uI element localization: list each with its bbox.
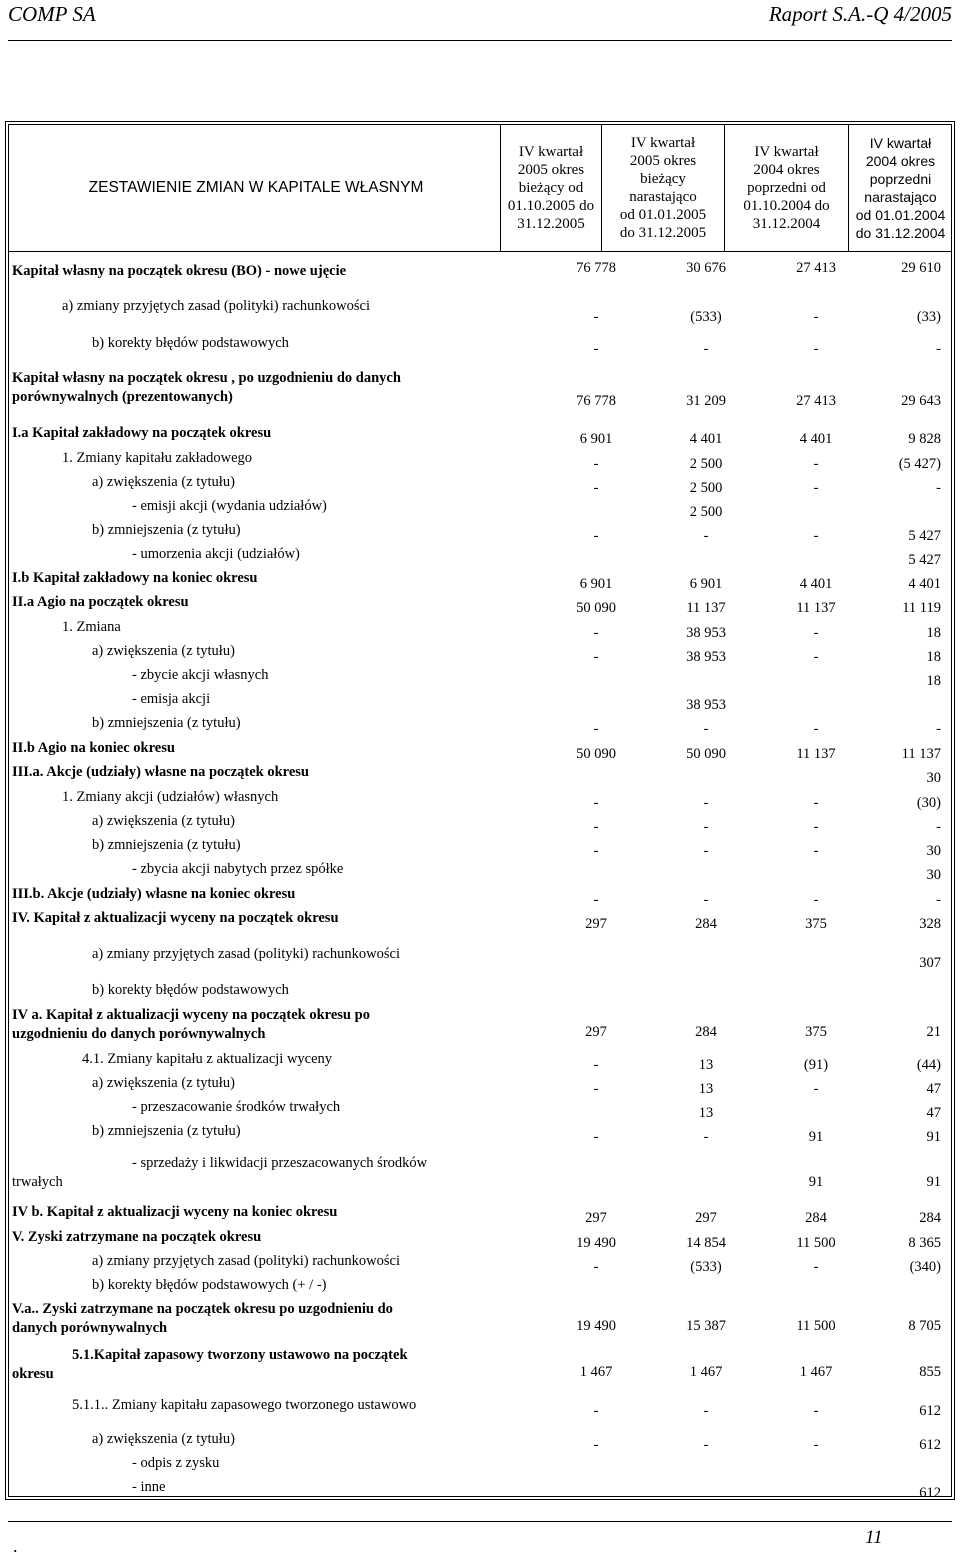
table-row (12, 260, 952, 283)
value-q4-2005: - (593, 480, 599, 496)
table-row (12, 1099, 952, 1119)
value-2005-cumulative: 2 500 (689, 480, 723, 496)
value-2004-cumulative: 307 (919, 955, 941, 971)
value-2005-cumulative: (533) (690, 309, 722, 325)
table-row (12, 667, 952, 687)
value-q4-2005: 297 (585, 916, 607, 932)
value-q4-2005: - (593, 1081, 599, 1097)
row-label: a) zmiany przyjętych zasad (polityki) rachunkowości (92, 946, 401, 962)
value-2005-cumulative: 38 953 (686, 625, 726, 641)
row-label: II.a Agio na początek okresu (12, 594, 189, 610)
value-q4-2004: - (813, 1437, 819, 1453)
value-q4-2005: 6 901 (579, 576, 613, 592)
table-row (12, 740, 952, 760)
table-row (12, 910, 952, 930)
value-2004-cumulative: 8 365 (908, 1235, 941, 1251)
value-2004-cumulative: 47 (926, 1081, 941, 1097)
row-label: IV. Kapitał z aktualizacji wyceny na początek okresu (12, 910, 339, 926)
value-2005-cumulative: 38 953 (686, 649, 726, 665)
value-2005-cumulative: - (703, 892, 709, 908)
value-q4-2004: 11 500 (796, 1235, 836, 1251)
row-label: V.a.. Zyski zatrzymane na początek okresu po uzgodnieniu do (12, 1301, 393, 1317)
footer-mark: . (13, 1536, 18, 1556)
value-q4-2005: - (593, 649, 599, 665)
value-q4-2004: - (813, 1081, 819, 1097)
value-2005-cumulative: 31 209 (686, 393, 726, 409)
value-q4-2005: - (593, 721, 599, 737)
value-q4-2005: 6 901 (579, 431, 613, 447)
row-label: 4.1. Zmiany kapitału z aktualizacji wyceny (82, 1051, 333, 1067)
table-row (12, 1229, 952, 1249)
value-2004-cumulative: 18 (926, 625, 941, 641)
column-header-2004-cumulative: IV kwartał 2004 okres poprzedni narastająco od 01.01.2004 do 31.12.2004 (848, 124, 952, 251)
value-2004-cumulative: 9 828 (908, 431, 941, 447)
table-row (12, 522, 952, 542)
row-label: b) korekty błędów podstawowych (92, 982, 289, 998)
value-q4-2004: - (813, 309, 819, 325)
row-label: - emisja akcji (132, 691, 211, 707)
row-label: b) korekty błędów podstawowych (+ / -) (92, 1277, 327, 1293)
value-2004-cumulative: 29 643 (901, 393, 941, 409)
value-2005-cumulative: - (703, 1129, 709, 1145)
row-label: a) zwiększenia (z tytułu) (92, 813, 235, 829)
table-row (12, 1123, 952, 1143)
row-label: I.b Kapitał zakładowy na koniec okresu (12, 570, 258, 586)
row-label: a) zmiany przyjętych zasad (polityki) rachunkowości (92, 1253, 401, 1269)
table-row (12, 1075, 952, 1095)
value-2004-cumulative: 30 (926, 770, 941, 786)
table-row (12, 1431, 952, 1451)
value-2005-cumulative: 1 467 (689, 1364, 723, 1380)
value-2005-cumulative: - (703, 721, 709, 737)
row-label: a) zmiany przyjętych zasad (polityki) rachunkowości (62, 298, 371, 314)
value-q4-2005: 76 778 (576, 393, 616, 409)
table-row (12, 691, 952, 711)
value-q4-2004: 11 137 (796, 600, 836, 616)
row-label: IV a. Kapitał z aktualizacji wyceny na początek okresu po (12, 1007, 370, 1023)
value-2005-cumulative: - (703, 1437, 709, 1453)
value-q4-2005: 1 467 (579, 1364, 613, 1380)
value-q4-2005: 76 778 (576, 260, 616, 276)
row-label: V. Zyski zatrzymane na początek okresu (12, 1229, 262, 1245)
table-row (12, 1051, 952, 1071)
value-2004-cumulative: 4 401 (908, 576, 941, 592)
value-2004-cumulative: 855 (919, 1364, 941, 1380)
value-2004-cumulative: 21 (926, 1024, 941, 1040)
row-label: a) zwiększenia (z tytułu) (92, 643, 235, 659)
row-label: - emisji akcji (wydania udziałów) (132, 498, 327, 514)
value-2005-cumulative: 13 (698, 1081, 714, 1097)
table-row (12, 546, 952, 566)
value-2004-cumulative: (30) (916, 795, 941, 811)
table-title: ZESTAWIENIE ZMIAN W KAPITALE WŁASNYM (88, 178, 424, 196)
value-q4-2004: - (813, 721, 819, 737)
table-row (12, 837, 952, 857)
value-2004-cumulative: 30 (926, 867, 941, 883)
value-2004-cumulative: - (936, 892, 941, 908)
value-2005-cumulative: - (703, 1403, 709, 1419)
value-q4-2004: 27 413 (796, 393, 836, 409)
value-2004-cumulative: 91 (926, 1129, 941, 1145)
value-2005-cumulative: 284 (695, 916, 717, 932)
value-2005-cumulative: 2 500 (689, 456, 723, 472)
value-q4-2004: 91 (808, 1129, 824, 1145)
table-row (12, 946, 952, 971)
value-q4-2004: - (813, 341, 819, 357)
header-rule (8, 40, 952, 41)
column-header-q4-2004: IV kwartał 2004 okres poprzedni od 01.10.2004 do 31.12.2004 (724, 124, 848, 251)
value-q4-2005: - (593, 1259, 599, 1275)
row-label: II.b Agio na koniec okresu (12, 740, 175, 756)
value-2004-cumulative: 18 (926, 649, 941, 665)
value-2004-cumulative: 91 (926, 1174, 941, 1190)
row-label: - zbycia akcji nabytych przez spółke (132, 861, 344, 877)
row-label: - zbycie akcji własnych (132, 667, 269, 683)
value-2005-cumulative: 50 090 (686, 746, 726, 762)
table-row (12, 1479, 952, 1499)
value-2005-cumulative: 15 387 (686, 1318, 726, 1334)
column-header-q4-2005: IV kwartał 2005 okres bieżący od 01.10.2005 do 31.12.2005 (500, 124, 601, 251)
value-2005-cumulative: - (703, 528, 709, 544)
value-2005-cumulative: - (703, 819, 709, 835)
value-2004-cumulative: (5 427) (898, 456, 941, 472)
value-2005-cumulative: 14 854 (686, 1235, 726, 1251)
value-2004-cumulative: 18 (926, 673, 941, 689)
row-label: Kapitał własny na początek okresu , po uzgodnieniu do danych (12, 370, 401, 386)
table-row (12, 1155, 952, 1190)
value-2005-cumulative: 284 (695, 1024, 717, 1040)
value-q4-2004: - (813, 649, 819, 665)
value-q4-2004: (91) (803, 1057, 829, 1073)
value-q4-2004: 27 413 (796, 260, 836, 276)
report-name: Raport S.A.-Q 4/2005 (768, 2, 952, 26)
value-q4-2004: - (813, 456, 819, 472)
value-2005-cumulative: 2 500 (689, 504, 723, 520)
value-q4-2004: - (813, 819, 819, 835)
value-2005-cumulative: 30 676 (686, 260, 726, 276)
page-number: 11 (865, 1527, 883, 1548)
value-q4-2004: - (813, 843, 819, 859)
value-2005-cumulative: 4 401 (689, 431, 723, 447)
table-row (12, 425, 952, 445)
value-q4-2004: 375 (805, 1024, 827, 1040)
table-row (12, 861, 952, 881)
value-2004-cumulative: (44) (916, 1057, 941, 1073)
table-row (12, 370, 952, 409)
value-2004-cumulative: (340) (909, 1259, 941, 1275)
table-row (12, 1455, 952, 1475)
table-row (12, 498, 952, 518)
table-row (12, 1204, 952, 1224)
value-q4-2004: - (813, 1259, 819, 1275)
row-label: a) zwiększenia (z tytułu) (92, 1075, 235, 1091)
value-q4-2005: - (593, 625, 599, 641)
table-row (12, 813, 952, 833)
table-row (12, 886, 952, 906)
table-row (12, 594, 952, 614)
table-row (12, 1253, 952, 1273)
table-row (12, 450, 952, 470)
value-q4-2005: 297 (585, 1210, 607, 1226)
value-q4-2005: - (593, 795, 599, 811)
value-q4-2005: 19 490 (576, 1318, 616, 1334)
value-2004-cumulative: 612 (919, 1437, 941, 1453)
table-row (12, 1277, 952, 1297)
table-row (12, 764, 952, 784)
row-label: b) zmniejszenia (z tytułu) (92, 522, 241, 538)
row-label: b) korekty błędów podstawowych (92, 335, 289, 351)
value-q4-2004: 4 401 (799, 576, 833, 592)
value-2005-cumulative: 11 137 (686, 600, 726, 616)
row-label: b) zmniejszenia (z tytułu) (92, 715, 241, 731)
value-2005-cumulative: 38 953 (686, 697, 726, 713)
value-q4-2005: - (593, 1057, 599, 1073)
row-label: 5.1.1.. Zmiany kapitału zapasowego tworzonego ustawowo (72, 1397, 417, 1413)
value-q4-2005: - (593, 341, 599, 357)
table-row (12, 1301, 952, 1336)
row-label: b) zmniejszenia (z tytułu) (92, 1123, 241, 1139)
row-label: IV b. Kapitał z aktualizacji wyceny na koniec okresu (12, 1204, 338, 1220)
value-2004-cumulative: - (936, 819, 941, 835)
value-2004-cumulative: 8 705 (908, 1318, 941, 1334)
table-row (12, 335, 952, 355)
row-label-continued: trwałych (12, 1174, 63, 1190)
row-label: b) zmniejszenia (z tytułu) (92, 837, 241, 853)
table-row (12, 474, 952, 494)
value-q4-2005: 50 090 (576, 746, 616, 762)
value-q4-2005: - (593, 819, 599, 835)
value-2005-cumulative: 297 (695, 1210, 717, 1226)
value-2004-cumulative: 5 427 (908, 552, 941, 568)
value-q4-2004: - (813, 795, 819, 811)
value-2005-cumulative: (533) (690, 1259, 722, 1275)
value-2004-cumulative: 11 137 (901, 746, 941, 762)
value-q4-2004: 11 500 (796, 1318, 836, 1334)
row-label: III.a. Akcje (udziały) własne na początek okresu (12, 764, 309, 780)
value-q4-2005: - (593, 892, 599, 908)
row-label: 5.1.Kapitał zapasowy tworzony ustawowo na początek (72, 1347, 408, 1363)
table-row (12, 789, 952, 809)
value-q4-2005: - (593, 1437, 599, 1453)
value-2005-cumulative: - (703, 341, 709, 357)
value-2004-cumulative: 328 (919, 916, 941, 932)
value-2004-cumulative: 284 (919, 1210, 941, 1226)
row-label-continued: okresu (12, 1366, 54, 1382)
value-2004-cumulative: 5 427 (908, 528, 941, 544)
table-row (12, 715, 952, 735)
row-label: - przeszacowanie środków trwałych (132, 1099, 341, 1115)
value-q4-2004: 284 (805, 1210, 827, 1226)
row-label: I.a Kapitał zakładowy na początek okresu (12, 425, 272, 441)
value-2004-cumulative: - (936, 721, 941, 737)
row-label: - odpis z zysku (132, 1455, 220, 1471)
value-q4-2005: - (593, 528, 599, 544)
value-q4-2004: - (813, 1403, 819, 1419)
value-q4-2005: 19 490 (576, 1235, 616, 1251)
value-q4-2004: - (813, 528, 819, 544)
row-label: a) zwiększenia (z tytułu) (92, 1431, 235, 1447)
row-label: - umorzenia akcji (udziałów) (132, 546, 300, 562)
company-name: COMP SA (8, 2, 96, 26)
table-row (12, 298, 952, 325)
column-header-2005-cumulative: IV kwartał 2005 okres bieżący narastająco od 01.01.2005 do 31.12.2005 (601, 124, 724, 251)
table-row (12, 643, 952, 663)
row-label: 1. Zmiany akcji (udziałów) własnych (62, 789, 279, 805)
row-label: 1. Zmiany kapitału zakładowego (62, 450, 253, 466)
table-row (12, 619, 952, 639)
value-2005-cumulative: - (703, 795, 709, 811)
value-q4-2004: 1 467 (799, 1364, 833, 1380)
header-bottom-rule (8, 251, 952, 252)
value-2004-cumulative: 47 (926, 1105, 941, 1121)
value-2004-cumulative: - (936, 480, 941, 496)
value-q4-2005: - (593, 309, 599, 325)
value-q4-2004: - (813, 892, 819, 908)
value-2004-cumulative: 612 (919, 1403, 941, 1419)
table-row (12, 1397, 952, 1417)
value-q4-2005: 297 (585, 1024, 607, 1040)
value-2004-cumulative: 29 610 (901, 260, 941, 276)
row-label-continued: uzgodnieniu do danych porównywalnych (12, 1026, 266, 1042)
value-q4-2005: - (593, 843, 599, 859)
value-q4-2005: - (593, 1403, 599, 1419)
value-q4-2004: 91 (808, 1174, 824, 1190)
value-2004-cumulative: (33) (916, 309, 941, 325)
row-label: - sprzedaży i likwidacji przeszacowanych środków (132, 1155, 428, 1171)
value-q4-2005: - (593, 1129, 599, 1145)
table-row (12, 1347, 952, 1382)
footer-rule (8, 1521, 952, 1522)
row-label: a) zwiększenia (z tytułu) (92, 474, 235, 490)
row-label: - inne (132, 1479, 166, 1495)
value-q4-2004: 375 (805, 916, 827, 932)
table-row (12, 982, 952, 1002)
value-2004-cumulative: 11 119 (902, 600, 941, 616)
value-2004-cumulative: 612 (919, 1485, 941, 1501)
value-q4-2004: - (813, 625, 819, 641)
row-label: Kapitał własny na początek okresu (BO) - nowe ujęcie (12, 263, 347, 279)
table-row (12, 570, 952, 590)
value-q4-2004: 4 401 (799, 431, 833, 447)
value-2004-cumulative: - (936, 341, 941, 357)
row-label-continued: danych porównywalnych (12, 1320, 168, 1336)
value-q4-2004: 11 137 (796, 746, 836, 762)
row-label: III.b. Akcje (udziały) własne na koniec okresu (12, 886, 296, 902)
table-row (12, 1007, 952, 1042)
value-2005-cumulative: 13 (698, 1057, 714, 1073)
value-q4-2004: - (813, 480, 819, 496)
row-label: 1. Zmiana (62, 619, 121, 635)
value-2005-cumulative: 13 (698, 1105, 714, 1121)
value-q4-2005: 50 090 (576, 600, 616, 616)
value-q4-2005: - (593, 456, 599, 472)
row-label-continued: porównywalnych (prezentowanych) (12, 389, 233, 405)
value-2004-cumulative: 30 (926, 843, 941, 859)
value-2005-cumulative: - (703, 843, 709, 859)
value-2005-cumulative: 6 901 (689, 576, 723, 592)
